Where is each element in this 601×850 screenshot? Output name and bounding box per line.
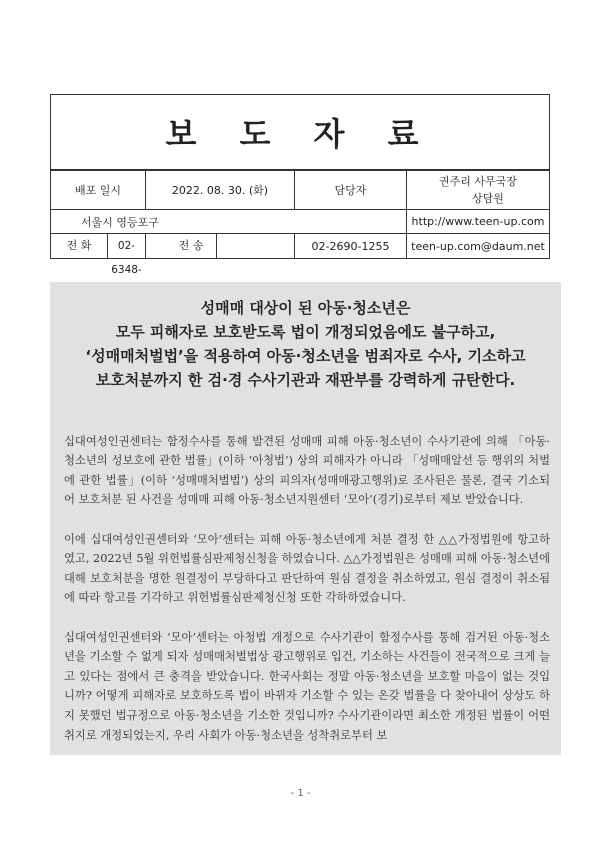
contact-role: 상담원 [472,192,504,205]
headline-line: ‘성매매처벌법’을 적용하여 아동·청소년을 범죄자로 수사, 기소하고 [85,347,526,365]
page-number: - 1 - [290,788,311,799]
title-box [50,94,550,170]
release-label: 배포 일시 [51,171,146,210]
paragraph: 십대여성인권센터와 ‘모아’센터는 아청법 개정으로 수사기관이 함정수사를 통해 검거된 아동·청소년을 기소할 수 없게 되자 성매매처벌법상 광고행위로 입건, 기소하는 사건들이 전국적으로 크게 늘고 있다는 점에서 큰 충격을 받았습니다. 한국사회는 정말 아동·청소년을 보호할 마음이 없는 것입니까? 어떻게 피해자로 보호하도록 법이 바뀌자 기소할 수 있는 온갖 법률을 다 찾아내어 상상도 하지 못했던 법규정으로 아동·청소년을 기소한 것입니까? 수사기관이라면 최소한 개정된 법률이 어떤 취지로 개정되었는지, 우리 사회가 아동·청소년을 성착취로부터 보 [64,630,550,742]
contact-person: 권주리 사무국장 [439,175,517,188]
release-date: 2022. 08. 30. (화) [146,171,295,210]
press-release-body [50,282,561,755]
paragraph: 이에 십대여성인권센터와 ‘모아’센터는 피해 아동·청소년에게 처분 결정 한 △△가정법원에 항고하였고, 2022년 5월 위헌법률심판제청신청을 하였습니다. △△가정법원은 성매매 피해 아동·청소년에 대해 보호처분을 명한 원결정이 부당하다고 판단하여 원심 결정을 취소하였고, 원심 결정이 취소됨에 따라 항고를 기각하고 위헌법률심판제청신청 또한 각하하였습니다. [64,532,550,605]
contact-label: 담당자 [295,171,407,210]
fax-label: 전 송 [146,234,217,258]
phone-label: 전 화 [51,234,108,258]
article-text [64,412,550,765]
fax-number-spacer [217,234,294,258]
fax-cell [146,234,295,259]
info-row-address [51,210,550,234]
headline-line: 보호처분까지 한 검·경 수사기관과 재판부를 강력하게 규탄한다. [95,371,516,389]
headline [50,296,561,392]
headline-line: 모두 피해자로 보호받도록 법이 개정되었음에도 불구하고, [115,323,496,341]
info-row-phone [51,234,550,259]
info-row-release [51,171,550,210]
paragraph: 십대여성인권센터는 함정수사를 통해 발견된 성매매 피해 아동·청소년이 수사기관에 의해 「아동·청소년의 성보호에 관한 법률」(이하 ‘아청법’) 상의 피해자가 아니라 「성매매알선 등 행위의 처벌에 관한 법률」(이하 ‘성매매처벌법’) 상의 피의자(성매매광고행위)로 조사된은 물론, 결국 기소되어 보호처분 된 사건을 성매매 피해 아동·청소년지원센터 ‘모아’(경기)로부터 제보 받았습니다. [64,434,550,507]
fax-number: 02-2690-1255 [295,234,407,259]
website-link[interactable]: http://www.teen-up.com [407,210,550,234]
phone-cell [51,234,146,276]
email-link[interactable]: teen-up.com@daum.net [407,234,550,259]
phone-number: 02-6348- [111,240,142,276]
document-title: 보 도 자 료 [165,115,435,153]
headline-line: 성매매 대상이 된 아동·청소년은 [200,299,411,317]
contact-value [407,171,550,210]
address: 서울시 영등포구 [51,210,407,234]
contact-info-table [50,170,550,276]
